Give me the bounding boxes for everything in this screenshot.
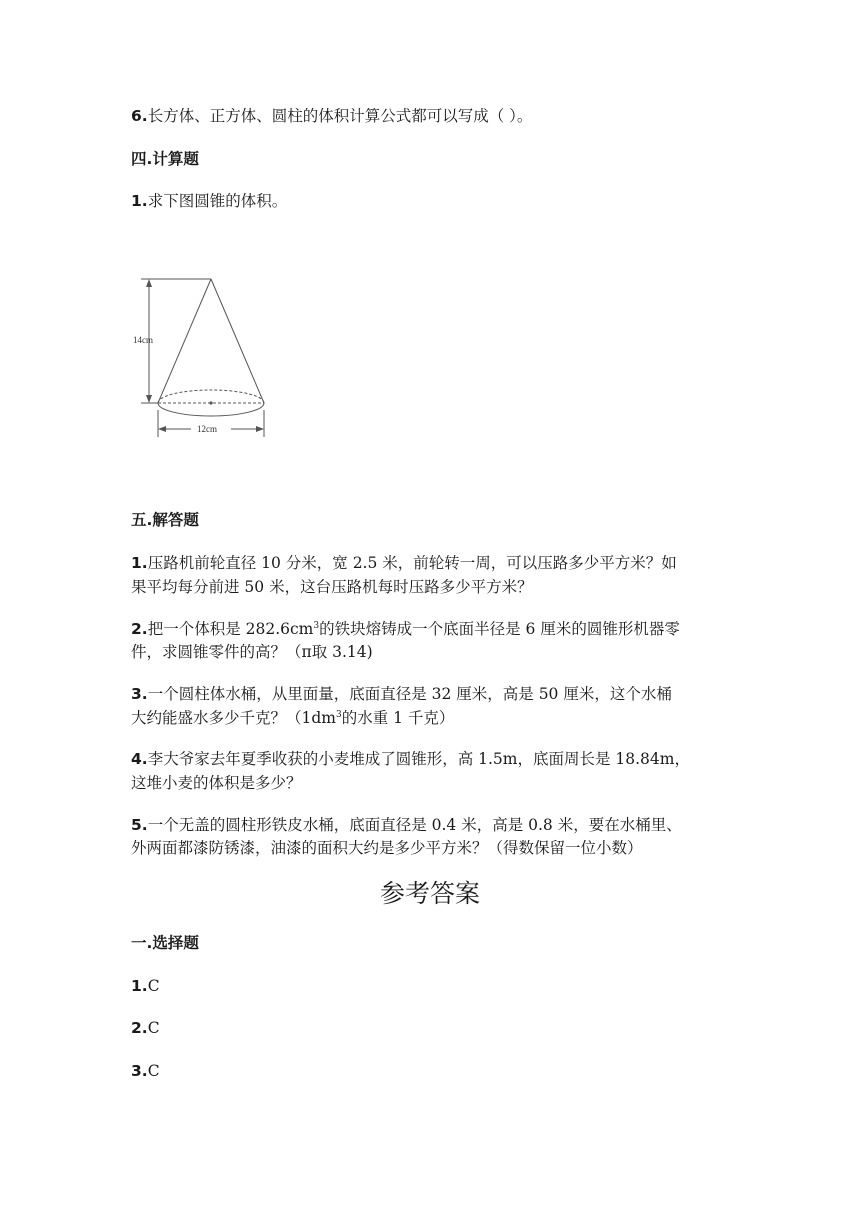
problem-number: 3.	[131, 685, 148, 703]
problem-1-line-2: 果平均每分前进 50 米，这台压路机每时压路多少平方米？	[131, 578, 533, 596]
problem-text: 的铁块熔铸成一个底面半径是 6 厘米的圆锥形机器零	[319, 620, 680, 638]
problem-text: 压路机前轮直径 10 分米，宽 2.5 米，前轮转一周，可以压路多少平方米？如	[147, 554, 677, 572]
superscript: 3	[335, 709, 342, 720]
cone-figure	[131, 270, 271, 445]
problem-4-line-2: 这堆小麦的体积是多少？	[131, 774, 302, 792]
answer-value: C	[147, 1062, 160, 1080]
answer-item	[131, 1017, 160, 1039]
answers-title: 参考答案	[379, 879, 480, 908]
problem-5-line-2: 外两面都漆防锈漆，油漆的面积大约是多少平方米？（得数保留一位小数）	[131, 839, 643, 857]
question-6	[131, 105, 532, 127]
problem-2-line-1	[131, 618, 680, 640]
base-center-dot	[209, 401, 212, 404]
problem-text: 一个圆柱体水桶，从里面量，底面直径是 32 厘米，高是 50 厘米，这个水桶	[147, 685, 672, 703]
question-number: 6.	[131, 107, 148, 125]
problem-5-line-1	[131, 814, 682, 836]
question-text: 长方体、正方体、圆柱的体积计算公式都可以写成（ ）。	[147, 107, 533, 125]
section-heading-calculation: 四.计算题	[131, 150, 199, 168]
diameter-label: 12cm	[197, 424, 217, 434]
answer-item	[131, 975, 160, 997]
problem-text: 的水重 1 千克）	[341, 709, 455, 727]
section-heading-word-problems: 五.解答题	[131, 511, 199, 529]
problem-3-line-2	[131, 707, 454, 729]
problem-3-line-1	[131, 683, 672, 705]
answers-section-heading: 一.选择题	[131, 934, 199, 952]
problem-number: 2.	[131, 620, 148, 638]
question-number: 1.	[131, 192, 148, 210]
question-text: 求下图圆锥的体积。	[147, 192, 288, 210]
cone-left-edge	[158, 279, 211, 403]
superscript: 3	[313, 620, 320, 631]
cone-right-edge	[211, 279, 264, 403]
answer-item	[131, 1060, 160, 1082]
answer-value: C	[147, 1019, 160, 1037]
problem-text: 一个无盖的圆柱形铁皮水桶，底面直径是 0.4 米，高是 0.8 米，要在水桶里、	[147, 816, 682, 834]
answer-value: C	[147, 977, 160, 995]
problem-text: 李大爷家去年夏季收获的小麦堆成了圆锥形，高 1.5m，底面周长是 18.84m，	[147, 750, 690, 768]
base-ellipse-back	[158, 390, 264, 403]
answer-number: 1.	[131, 977, 148, 995]
problem-4-line-1	[131, 748, 690, 770]
problem-text: 把一个体积是 282.6cm	[147, 620, 314, 638]
problem-1-line-1	[131, 552, 677, 574]
height-label: 14cm	[133, 335, 153, 345]
problem-number: 1.	[131, 554, 148, 572]
problem-number: 4.	[131, 750, 148, 768]
problem-2-line-2: 件，求圆锥零件的高？（π取 3.14)	[131, 643, 373, 661]
answer-number: 3.	[131, 1062, 148, 1080]
base-ellipse-front	[158, 403, 264, 416]
problem-text: 大约能盛水多少千克？（1dm	[131, 709, 336, 727]
calc-question-1	[131, 190, 287, 212]
answer-number: 2.	[131, 1019, 148, 1037]
problem-number: 5.	[131, 816, 148, 834]
